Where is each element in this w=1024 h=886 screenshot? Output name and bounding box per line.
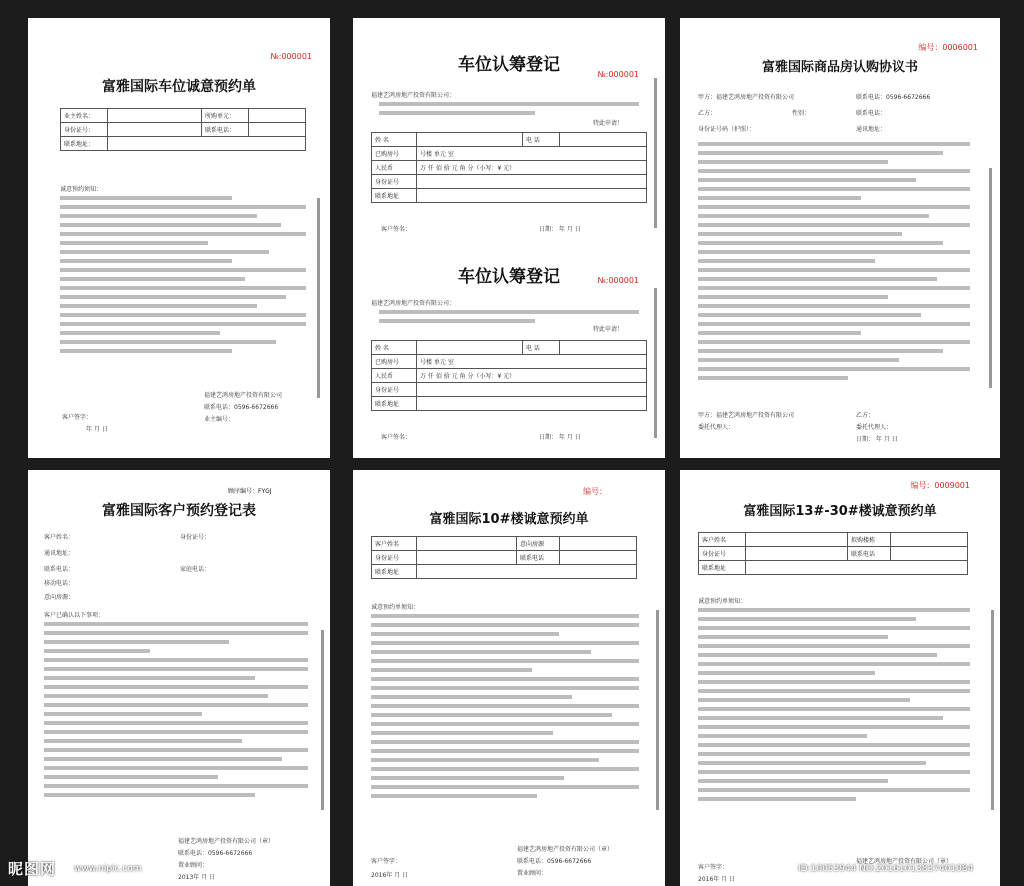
receiver-label: 置业顾问： (517, 870, 548, 877)
sign-date: 日期： 年 月 日 (856, 436, 898, 443)
notes-heading: 诚意预约单须知： (698, 598, 747, 605)
notes-body (698, 608, 970, 806)
sheet-purchase-agreement (680, 18, 1000, 458)
sheet-car-space-registration (353, 18, 665, 458)
registration-table-bottom: 姓 名 电 话 已购房号 号楼 单元 室 人民币 万 仟 佰 拾 元 角 分（小写：¥ 元） 身份证号 联系地址 (371, 340, 647, 411)
sign-date: 2016年 月 日 (698, 876, 736, 883)
form-title-bottom: 车位认筹登记 (458, 267, 560, 287)
field-mobile: 移动电话： (44, 580, 75, 587)
notes-heading: 客户已确认以下事项： (44, 612, 105, 619)
party-b-address: 通讯地址： (856, 126, 887, 133)
sheet-customer-registration (28, 470, 330, 886)
form-title: 富雅国际13#-30#楼诚意预约单 (743, 504, 937, 519)
apply-note-bottom: 特此申请！ (593, 326, 624, 333)
watermark-url: www.nipic.com (74, 864, 142, 874)
form-title-top: 车位认筹登记 (458, 55, 560, 75)
customer-sign-top: 客户签名： (381, 226, 412, 233)
sign-date: 2016年 月 日 (371, 872, 409, 879)
notes-heading: 诚意预约单须知： (371, 604, 420, 611)
form-number: №:000001 (270, 52, 312, 61)
notes-heading: 诚意预约须知： (60, 186, 103, 193)
company-addressee: 福建艺鸿房地产投资有限公司： (371, 92, 456, 99)
watermark-id: ID:10053944 NO:20161013837401084 (798, 864, 974, 874)
sign-date-top: 日期： 年 月 日 (539, 226, 581, 233)
customer-sign-label: 客户签字： (371, 858, 402, 865)
form-title: 富雅国际车位诚意预约单 (102, 79, 256, 95)
form-number: 编号： (583, 487, 607, 496)
notes-body (60, 196, 306, 358)
company-name: 福建艺鸿房地产投资有限公司 (204, 392, 283, 399)
field-phone: 联系电话： (44, 566, 75, 573)
receiver-label: 业主编号： (204, 416, 235, 423)
company-phone: 联系电话：0596-6672666 (178, 850, 253, 857)
company-name: 福建艺鸿房地产投资有限公司（章） (178, 838, 275, 845)
info-table: 业主姓名： 所购单元： 身份证号： 联系电话： 联系地址： (60, 108, 306, 151)
party-a-phone: 联系电话：0596-6672666 (856, 94, 931, 101)
party-a: 甲方：福建艺鸿房地产投资有限公司 (698, 94, 795, 101)
company-name: 福建艺鸿房地产投资有限公司（章） (856, 858, 953, 865)
notes-body (371, 614, 639, 803)
company-phone: 联系电话：0596-6672666 (204, 404, 279, 411)
form-title: 富雅国际10#楼诚意预约单 (429, 512, 589, 527)
sign-party-b: 乙方： (856, 412, 875, 419)
company-phone: 联系电话：0596-6672666 (517, 858, 592, 865)
agent-b: 委托代理人： (856, 424, 893, 431)
form-number-top: №:000001 (597, 70, 639, 79)
customer-sign-label: 客户签字： (62, 414, 93, 421)
form-number: 顾序编号：FYGJ (228, 488, 272, 495)
apply-note: 特此申请！ (593, 120, 624, 127)
company-addressee-bottom: 福建艺鸿房地产投资有限公司： (371, 300, 456, 307)
field-home-phone: 家庭电话： (180, 566, 211, 573)
sheet-building13-30-reservation (680, 470, 1000, 886)
company-name: 福建艺鸿房地产投资有限公司（章） (517, 846, 614, 853)
agent-a: 委托代理人： (698, 424, 735, 431)
info-table: 客户姓名 拟购楼栋 身份证号 联系电话 联系地址 (698, 532, 968, 575)
stub-edge (317, 198, 320, 398)
form-title: 富雅国际客户预约登记表 (102, 503, 256, 519)
form-number: 编号：0009001 (910, 481, 970, 490)
party-b: 乙方： (698, 110, 717, 117)
customer-sign-bottom: 客户签名： (381, 434, 412, 441)
agreement-body (698, 142, 970, 385)
sheet-car-space-reservation (28, 18, 330, 458)
form-title: 富雅国际商品房认购协议书 (761, 60, 918, 75)
watermark-logo: 昵图网 (8, 860, 57, 878)
field-id: 身份证号： (180, 534, 211, 541)
party-b-phone: 联系电话： (856, 110, 887, 117)
info-table: 客户姓名 意向房源 身份证号 联系电话 联系地址 (371, 536, 637, 579)
registration-table-top: 姓 名 电 话 已购房号 号楼 单元 室 人民币 万 仟 佰 拾 元 角 分（小写：¥ 元） 身份证号 联系地址 (371, 132, 647, 203)
sheet-building10-reservation (353, 470, 665, 886)
field-name: 客户姓名： (44, 534, 75, 541)
receiver-label: 置业顾问： (178, 862, 209, 869)
field-address: 通讯地址： (44, 550, 75, 557)
notes-body (44, 622, 308, 802)
field-intended-unit: 意向房源： (44, 594, 75, 601)
form-number-bottom: №:000001 (597, 276, 639, 285)
sign-date: 年 月 日 (86, 426, 108, 433)
customer-sign-label: 客户签字： (698, 864, 729, 871)
sign-date: 2013年 月 日 (178, 874, 216, 881)
sign-party-a: 甲方：福建艺鸿房地产投资有限公司 (698, 412, 795, 419)
party-b-id: 身份证号码（护照）： (698, 126, 756, 133)
party-b-gender: 性别： (792, 110, 811, 117)
sign-date-bottom: 日期： 年 月 日 (539, 434, 581, 441)
form-number: 编号：0006001 (918, 43, 978, 52)
